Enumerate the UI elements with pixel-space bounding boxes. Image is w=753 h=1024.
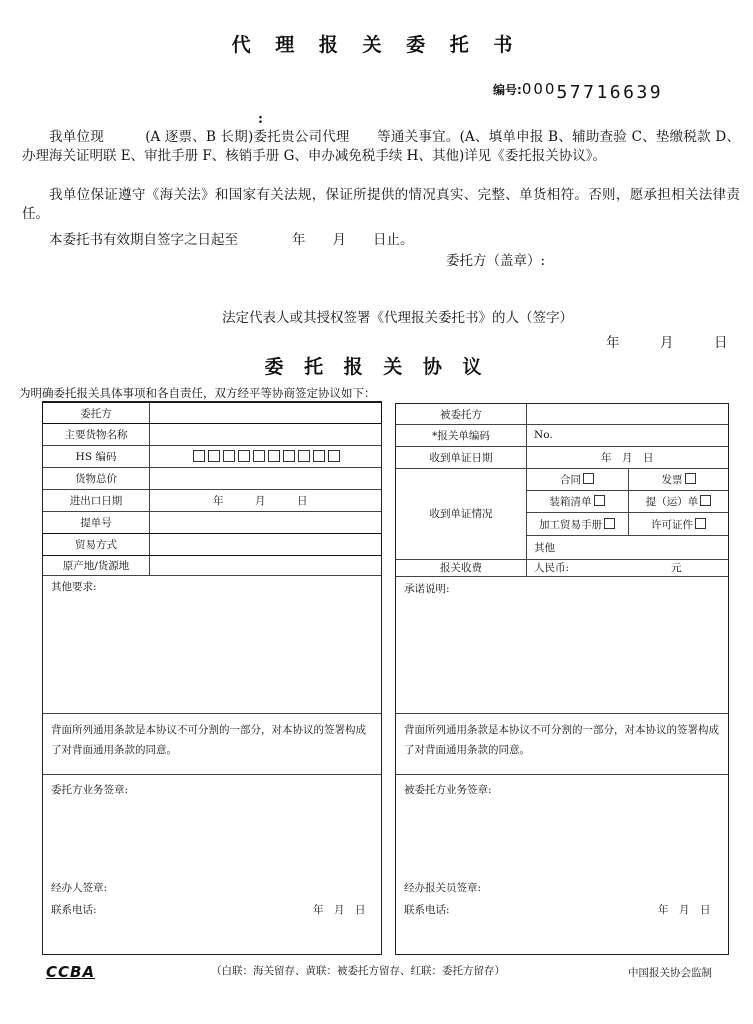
legal-rep-signature: 法定代表人或其授权签署《代理报关委托书》的人（签字） — [222, 310, 573, 326]
doc-license-checkbox[interactable] — [695, 518, 706, 529]
right-clause: 背面所列通用条款是本协议不可分割的一部分，对本协议的签署构成了对背面通用条款的同意。 — [404, 724, 719, 756]
signature-date: 年 月 日 — [606, 335, 728, 351]
serial-number-digits: 57716639 — [556, 82, 664, 103]
doc-other[interactable]: 其他 — [534, 542, 555, 554]
agreement-title: 委 托 报 关 协 议 — [264, 356, 489, 378]
doc-contract-checkbox[interactable] — [583, 473, 594, 484]
left-row-date — [43, 489, 381, 512]
doc-packing-checkbox[interactable] — [594, 495, 605, 506]
serial-number-prefix: 000 — [521, 80, 557, 98]
hs-code-boxes[interactable] — [193, 445, 343, 467]
left-label-bl: 提单号 — [43, 511, 150, 533]
doc-bill-label: 提（运）单 — [645, 496, 699, 508]
doc-manual-label: 加工贸易手册 — [539, 519, 602, 531]
handler-signature: 经办人签章: — [51, 882, 108, 894]
doc-packing-label: 装箱清单 — [549, 496, 592, 508]
left-label-hs: HS 编码 — [43, 445, 150, 467]
left-clause: 背面所列通用条款是本协议不可分割的一部分，对本协议的签署构成了对背面通用条款的同意。 — [51, 724, 366, 756]
doc-license[interactable] — [629, 517, 728, 532]
doc-contract[interactable] — [527, 472, 627, 487]
right-value-fee[interactable]: 人民币: — [534, 562, 570, 574]
principal-business-seal: 委托方业务签章: — [51, 784, 129, 796]
left-row-bl — [43, 511, 381, 534]
agent-panel — [395, 403, 729, 955]
right-row-received-docs — [396, 468, 728, 560]
left-value-date[interactable]: 年 月 日 — [213, 494, 308, 507]
right-divider-1 — [396, 713, 728, 714]
left-divider-2 — [43, 774, 381, 775]
document-title: 代 理 报 关 委 托 书 — [231, 34, 522, 56]
left-label-principal: 委托方 — [43, 403, 150, 423]
agent-business-seal: 被委托方业务签章: — [404, 784, 492, 796]
left-row-goods — [43, 424, 381, 446]
supervisor-note: 中国报关协会监制 — [628, 967, 712, 979]
doc-invoice-label: 发票 — [661, 474, 683, 486]
copy-distribution: （白联：海关留存、黄联：被委托方留存、红联：委托方留存） — [211, 965, 505, 977]
right-label-received-date: 收到单证日期 — [396, 446, 527, 468]
paragraph-3: 本委托书有效期自签字之日起至 年 月 日止。 — [49, 232, 414, 248]
right-label-received-docs: 收到单证情况 — [396, 468, 527, 559]
left-phone: 联系电话: — [51, 904, 97, 916]
right-label-fee: 报关收费 — [396, 559, 527, 576]
broker-signature: 经办报关员签章: — [404, 882, 482, 894]
doc-manual-checkbox[interactable] — [604, 518, 615, 529]
doc-invoice-checkbox[interactable] — [685, 473, 696, 484]
right-label-agent: 被委托方 — [396, 404, 527, 424]
left-date: 年 月 日 — [313, 904, 366, 916]
serial-number — [493, 78, 664, 103]
right-value-received-date[interactable]: 年 月 日 — [601, 451, 654, 464]
right-row-received-date — [396, 446, 728, 469]
paragraph-1: 我单位现 (A 逐票、B 长期)委托贵公司代理 等通关事宜。(A、填单申报 B、辅助查验 C、垫缴税款 D、办理海关证明联 E、审批手册 F、核销手册 G、申办减免税手续 H、其他)详见《委托报关协议》。 — [22, 129, 740, 164]
principal-panel — [42, 401, 382, 955]
left-label-origin: 原产地/货源地 — [43, 556, 150, 575]
stray-mark: : — [258, 111, 263, 127]
right-row-agent — [396, 404, 728, 425]
right-divider-2 — [396, 774, 728, 775]
other-requirements: 其他要求: — [51, 581, 97, 593]
doc-license-label: 许可证件 — [651, 519, 693, 531]
principal-seal: 委托方（盖章）: — [446, 253, 546, 269]
right-fee-unit: 元 — [671, 562, 682, 574]
doc-invoice[interactable] — [629, 472, 728, 487]
left-label-total: 货物总价 — [43, 467, 150, 489]
paragraph-2: 我单位保证遵守《海关法》和国家有关法规，保证所提供的情况真实、完整、单货相符。否则，愿承担相关法律责任。 — [22, 187, 740, 222]
doc-bill[interactable] — [629, 494, 728, 509]
left-row-principal — [42, 402, 382, 424]
left-row-trade — [42, 533, 382, 556]
promise-note: 承诺说明: — [404, 583, 450, 595]
serial-number-label: 编号: — [493, 83, 522, 97]
doc-packing[interactable] — [527, 494, 627, 509]
right-phone: 联系电话: — [404, 904, 450, 916]
ccba-logo: CCBA — [46, 963, 96, 981]
doc-bill-checkbox[interactable] — [700, 495, 711, 506]
left-label-date: 进出口日期 — [43, 489, 150, 511]
left-row-origin — [43, 556, 381, 576]
agreement-intro: 为明确委托报关具体事项和各自责任，双方经平等协商签定协议如下： — [19, 386, 376, 400]
left-row-total — [43, 467, 381, 490]
doc-manual[interactable] — [527, 517, 627, 532]
right-row-declaration — [396, 424, 728, 447]
left-divider-1 — [43, 713, 381, 714]
left-label-goods: 主要货物名称 — [43, 424, 150, 445]
right-value-declaration[interactable]: No. — [534, 429, 553, 441]
left-label-trade: 贸易方式 — [43, 534, 150, 555]
right-date: 年 月 日 — [658, 904, 711, 916]
doc-contract-label: 合同 — [560, 474, 581, 486]
right-row-fee — [396, 559, 728, 577]
right-label-declaration: *报关单编码 — [396, 424, 527, 446]
left-row-hs — [43, 445, 381, 468]
